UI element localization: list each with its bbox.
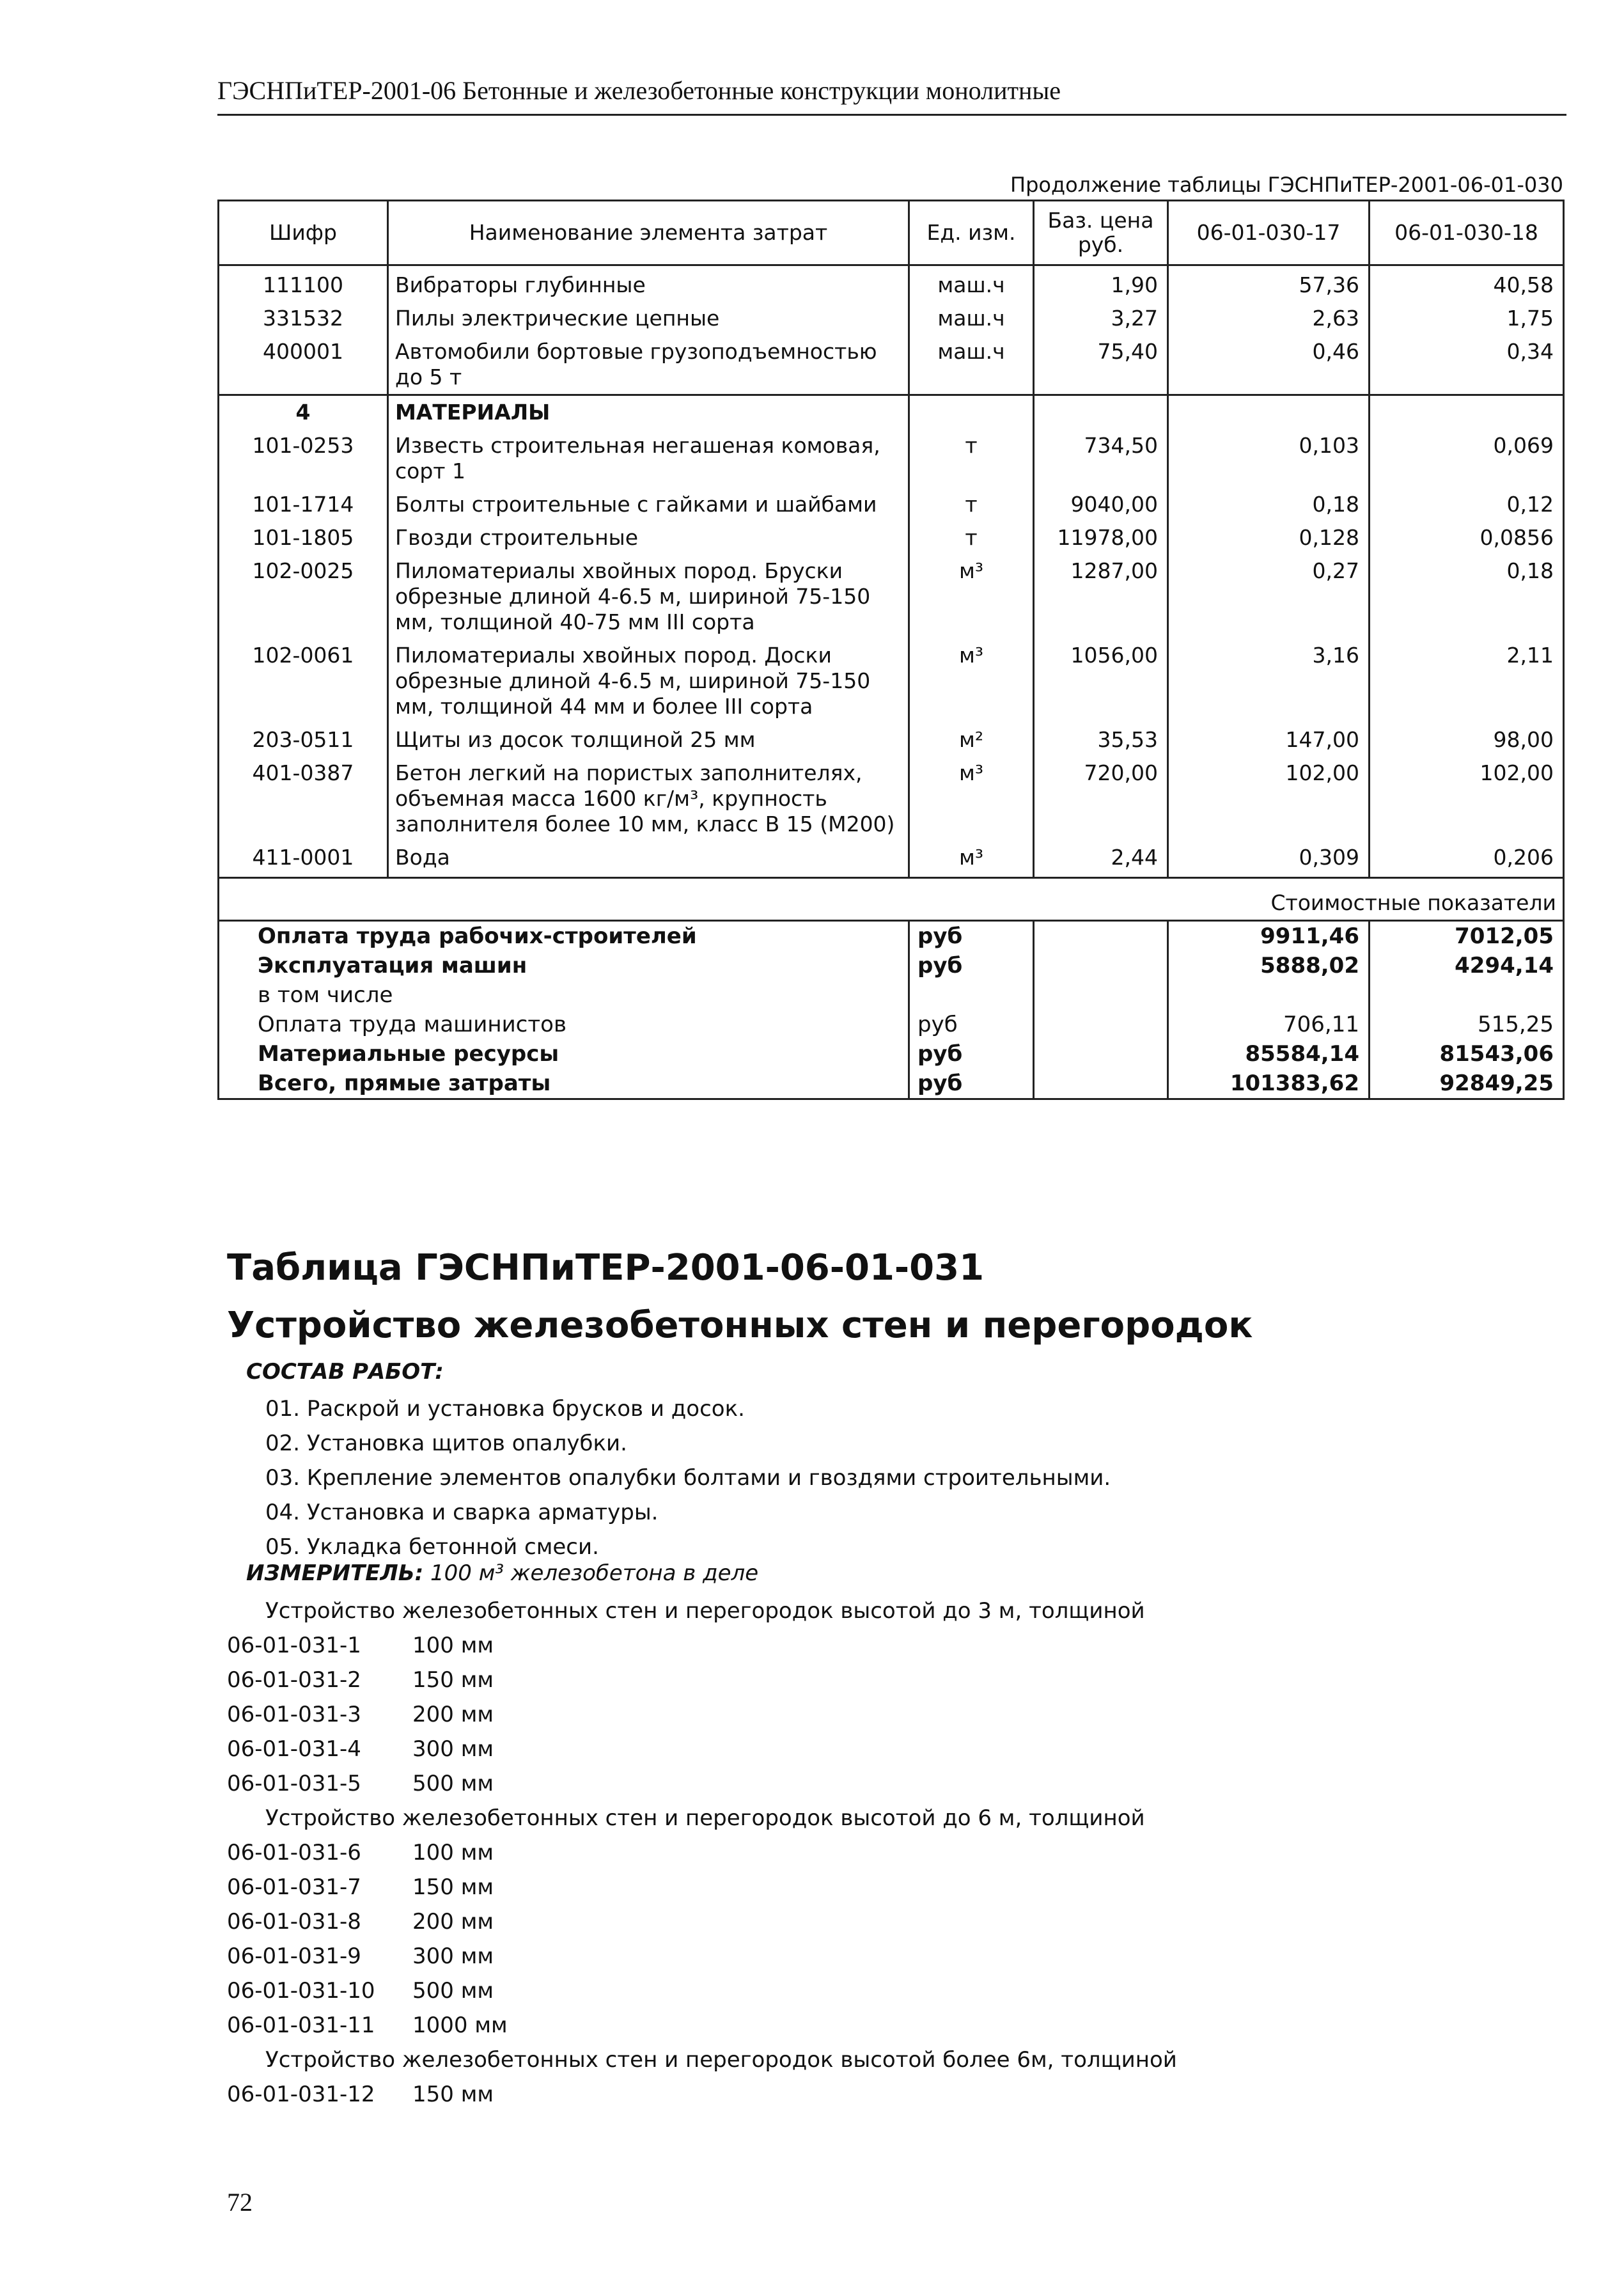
resource-unit: т	[909, 429, 1034, 488]
resource-name: Автомобили бортовые грузоподъемностью до 5 т	[388, 335, 909, 395]
variant-row	[227, 1732, 1177, 1766]
base-price: 2,44	[1034, 841, 1168, 878]
summary-variant1: 85584,14	[1168, 1039, 1370, 1069]
summary-variant2	[1370, 980, 1564, 1010]
base-price: 75,40	[1034, 335, 1168, 395]
summary-variant2: 4294,14	[1370, 951, 1564, 980]
variant-thickness: 150 мм	[412, 1667, 494, 1693]
resource-name: Гвозди строительные	[388, 521, 909, 554]
variant-code: 06-01-031-8	[227, 1909, 361, 1935]
resource-code: 101-1714	[219, 488, 388, 521]
variant-thickness: 500 мм	[412, 1978, 494, 2004]
meter-value: 100 м³ железобетона в деле	[430, 1560, 759, 1586]
summary-row	[219, 980, 1564, 1010]
variant1-value: 0,309	[1168, 841, 1370, 878]
variant-row	[227, 1628, 1177, 1663]
summary-variant1: 9911,46	[1168, 921, 1370, 952]
variant-code: 06-01-031-12	[227, 2082, 375, 2107]
variant-thickness: 150 мм	[412, 1874, 494, 1900]
resource-name: Пиломатериалы хвойных пород. Доски обрезные длиной 4-6.5 м, шириной 75-150 мм, толщиной 44 мм и более III сорта	[388, 639, 909, 723]
table-row	[219, 841, 1564, 878]
variant2-value: 40,58	[1370, 265, 1564, 302]
variant-code: 06-01-031-1	[227, 1633, 361, 1658]
resource-code: 101-1805	[219, 521, 388, 554]
base-price: 11978,00	[1034, 521, 1168, 554]
table-row	[219, 757, 1564, 841]
summary-empty	[1034, 980, 1168, 1010]
base-price: 35,53	[1034, 723, 1168, 757]
resource-unit: маш.ч	[909, 302, 1034, 335]
price-header-line1: Баз. цена	[1047, 208, 1154, 233]
table-row	[219, 395, 1564, 430]
resource-unit: т	[909, 521, 1034, 554]
resource-code: 401-0387	[219, 757, 388, 841]
variant1-value: 2,63	[1168, 302, 1370, 335]
base-price: 1056,00	[1034, 639, 1168, 723]
table-row	[219, 265, 1564, 302]
summary-variant2: 92849,25	[1370, 1069, 1564, 1099]
col-variant2-header: 06-01-030-18	[1370, 201, 1564, 265]
resource-code: 102-0061	[219, 639, 388, 723]
base-price: 1287,00	[1034, 554, 1168, 639]
base-price: 1,90	[1034, 265, 1168, 302]
summary-row	[219, 1039, 1564, 1069]
table-header-row	[219, 201, 1564, 265]
variant-row	[227, 1870, 1177, 1904]
work-item: 04. Установка и сварка арматуры.	[265, 1500, 659, 1525]
table-row	[219, 521, 1564, 554]
summary-row	[219, 1010, 1564, 1039]
work-item: 05. Укладка бетонной смеси.	[265, 1534, 599, 1560]
resource-unit	[909, 395, 1034, 430]
summary-empty	[1034, 921, 1168, 952]
resource-unit: м²	[909, 723, 1034, 757]
measurement-unit	[246, 1560, 758, 1586]
table-row	[219, 488, 1564, 521]
page-number: 72	[227, 2188, 253, 2217]
group-description: Устройство железобетонных стен и перегородок высотой до 3 м, толщиной	[265, 1598, 1145, 1624]
variant-row	[227, 1835, 1177, 1870]
table-title: Таблица ГЭСНПиТЕР-2001-06-01-031	[227, 1247, 985, 1289]
variant-code: 06-01-031-11	[227, 2013, 375, 2038]
variant2-value: 0,069	[1370, 429, 1564, 488]
base-price: 720,00	[1034, 757, 1168, 841]
group-description: Устройство железобетонных стен и перегородок высотой более 6м, толщиной	[265, 2047, 1177, 2073]
variant2-value: 0,206	[1370, 841, 1564, 878]
work-list	[265, 1392, 1111, 1564]
resource-code: 4	[219, 395, 388, 430]
summary-unit: руб	[909, 1010, 1034, 1039]
base-price: 3,27	[1034, 302, 1168, 335]
summary-variant1: 706,11	[1168, 1010, 1370, 1039]
table-row	[219, 723, 1564, 757]
variant-thickness: 100 мм	[412, 1633, 494, 1658]
resource-code: 411-0001	[219, 841, 388, 878]
summary-variant2: 81543,06	[1370, 1039, 1564, 1069]
continuation-caption: Продолжение таблицы ГЭСНПиТЕР-2001-06-01-030	[1010, 173, 1563, 197]
variant2-value: 0,34	[1370, 335, 1564, 395]
table-row	[219, 639, 1564, 723]
col-variant1-header: 06-01-030-17	[1168, 201, 1370, 265]
resource-rows	[219, 265, 1564, 878]
resource-code: 400001	[219, 335, 388, 395]
table-subtitle: Устройство железобетонных стен и перегородок	[227, 1305, 1253, 1346]
variant1-value: 147,00	[1168, 723, 1370, 757]
variant2-value: 2,11	[1370, 639, 1564, 723]
price-header-line2: руб.	[1077, 232, 1124, 257]
variant-code: 06-01-031-4	[227, 1736, 361, 1762]
variant-groups	[227, 1594, 1177, 2112]
col-unit-header: Ед. изм.	[909, 201, 1034, 265]
variant-thickness: 150 мм	[412, 2082, 494, 2107]
variant-row	[227, 2077, 1177, 2112]
variant2-value: 98,00	[1370, 723, 1564, 757]
summary-unit: руб	[909, 1039, 1034, 1069]
summary-label: Всего, прямые затраты	[219, 1069, 909, 1099]
resource-table	[217, 200, 1565, 1100]
meter-label: ИЗМЕРИТЕЛЬ:	[246, 1560, 424, 1586]
summary-row	[219, 951, 1564, 980]
col-code-header: Шифр	[219, 201, 388, 265]
cost-indicators-row	[219, 878, 1564, 921]
base-price: 9040,00	[1034, 488, 1168, 521]
resource-unit: маш.ч	[909, 335, 1034, 395]
variant-code: 06-01-031-3	[227, 1702, 361, 1727]
resource-code: 102-0025	[219, 554, 388, 639]
variant-thickness: 1000 мм	[412, 2013, 508, 2038]
summary-variant1	[1168, 980, 1370, 1010]
summary-label: в том числе	[219, 980, 909, 1010]
summary-empty	[1034, 1069, 1168, 1099]
variant2-value: 0,0856	[1370, 521, 1564, 554]
variant1-value: 0,103	[1168, 429, 1370, 488]
variant-thickness: 300 мм	[412, 1943, 494, 1969]
resource-code: 331532	[219, 302, 388, 335]
work-item: 02. Установка щитов опалубки.	[265, 1431, 627, 1456]
variant-code: 06-01-031-2	[227, 1667, 361, 1693]
variant2-value: 0,18	[1370, 554, 1564, 639]
summary-unit	[909, 980, 1034, 1010]
summary-variant2: 515,25	[1370, 1010, 1564, 1039]
variant-thickness: 100 мм	[412, 1840, 494, 1865]
summary-unit: руб	[909, 921, 1034, 952]
variant-list	[227, 2077, 1177, 2112]
variant-row	[227, 1663, 1177, 1697]
summary-rows	[219, 921, 1564, 1099]
summary-empty	[1034, 1039, 1168, 1069]
base-price: 734,50	[1034, 429, 1168, 488]
variant-thickness: 200 мм	[412, 1702, 494, 1727]
variant1-value: 0,18	[1168, 488, 1370, 521]
variant2-value: 0,12	[1370, 488, 1564, 521]
variant2-value	[1370, 395, 1564, 430]
variant-list	[227, 1835, 1177, 2043]
resource-name: Пилы электрические цепные	[388, 302, 909, 335]
variant1-value	[1168, 395, 1370, 430]
variant-code: 06-01-031-9	[227, 1943, 361, 1969]
cost-indicators-label: Стоимостные показатели	[219, 878, 1564, 921]
variant1-value: 0,128	[1168, 521, 1370, 554]
summary-label: Материальные ресурсы	[219, 1039, 909, 1069]
resource-name: Болты строительные с гайками и шайбами	[388, 488, 909, 521]
variant1-value: 102,00	[1168, 757, 1370, 841]
resource-unit: т	[909, 488, 1034, 521]
resource-name: Известь строительная негашеная комовая, сорт 1	[388, 429, 909, 488]
work-item: 03. Крепление элементов опалубки болтами и гвоздями строительными.	[265, 1465, 1111, 1491]
base-price	[1034, 395, 1168, 430]
col-name-header: Наименование элемента затрат	[388, 201, 909, 265]
resource-code: 111100	[219, 265, 388, 302]
summary-empty	[1034, 1010, 1168, 1039]
summary-variant1: 101383,62	[1168, 1069, 1370, 1099]
summary-empty	[1034, 951, 1168, 980]
variant-code: 06-01-031-7	[227, 1874, 361, 1900]
variant1-value: 57,36	[1168, 265, 1370, 302]
summary-unit: руб	[909, 1069, 1034, 1099]
col-price-header	[1034, 201, 1168, 265]
variant2-value: 1,75	[1370, 302, 1564, 335]
variant-code: 06-01-031-6	[227, 1840, 361, 1865]
resource-name: МАТЕРИАЛЫ	[388, 395, 909, 430]
resource-unit: м³	[909, 554, 1034, 639]
summary-row	[219, 1069, 1564, 1099]
variant-row	[227, 1939, 1177, 1974]
resource-code: 203-0511	[219, 723, 388, 757]
resource-name: Бетон легкий на пористых заполнителях, объемная масса 1600 кг/м³, крупность заполнителя более 10 мм, класс В 15 (М200)	[388, 757, 909, 841]
variant-thickness: 300 мм	[412, 1736, 494, 1762]
variant1-value: 0,46	[1168, 335, 1370, 395]
table-row	[219, 335, 1564, 395]
variant-list	[227, 1628, 1177, 1801]
variant1-value: 3,16	[1168, 639, 1370, 723]
table-row	[219, 429, 1564, 488]
summary-label: Оплата труда рабочих-строителей	[219, 921, 909, 952]
variant-row	[227, 1904, 1177, 1939]
resource-name: Пиломатериалы хвойных пород. Бруски обрезные длиной 4-6.5 м, шириной 75-150 мм, толщиной 40-75 мм III сорта	[388, 554, 909, 639]
variant-code: 06-01-031-10	[227, 1978, 375, 2004]
group-description: Устройство железобетонных стен и перегородок высотой до 6 м, толщиной	[265, 1805, 1145, 1831]
table-row	[219, 554, 1564, 639]
resource-name: Вода	[388, 841, 909, 878]
variant-thickness: 200 мм	[412, 1909, 494, 1935]
variant-row	[227, 1697, 1177, 1732]
summary-variant2: 7012,05	[1370, 921, 1564, 952]
summary-row	[219, 921, 1564, 952]
resource-unit: м³	[909, 841, 1034, 878]
variant1-value: 0,27	[1168, 554, 1370, 639]
variant-thickness: 500 мм	[412, 1771, 494, 1796]
resource-name: Вибраторы глубинные	[388, 265, 909, 302]
resource-name: Щиты из досок толщиной 25 мм	[388, 723, 909, 757]
running-header: ГЭСНПиТЕР-2001-06 Бетонные и железобетонные конструкции монолитные	[217, 76, 1061, 105]
variant-row	[227, 1766, 1177, 1801]
summary-label: Эксплуатация машин	[219, 951, 909, 980]
summary-variant1: 5888,02	[1168, 951, 1370, 980]
resource-unit: м³	[909, 639, 1034, 723]
resource-code: 101-0253	[219, 429, 388, 488]
resource-unit: маш.ч	[909, 265, 1034, 302]
work-item: 01. Раскрой и установка брусков и досок.	[265, 1396, 745, 1422]
summary-label: Оплата труда машинистов	[219, 1010, 909, 1039]
table-row	[219, 302, 1564, 335]
header-rule	[217, 114, 1566, 116]
variant-row	[227, 2008, 1177, 2043]
variant2-value: 102,00	[1370, 757, 1564, 841]
variant-row	[227, 1974, 1177, 2008]
summary-unit: руб	[909, 951, 1034, 980]
variant-code: 06-01-031-5	[227, 1771, 361, 1796]
resource-unit: м³	[909, 757, 1034, 841]
work-composition-label: СОСТАВ РАБОТ:	[246, 1359, 444, 1385]
